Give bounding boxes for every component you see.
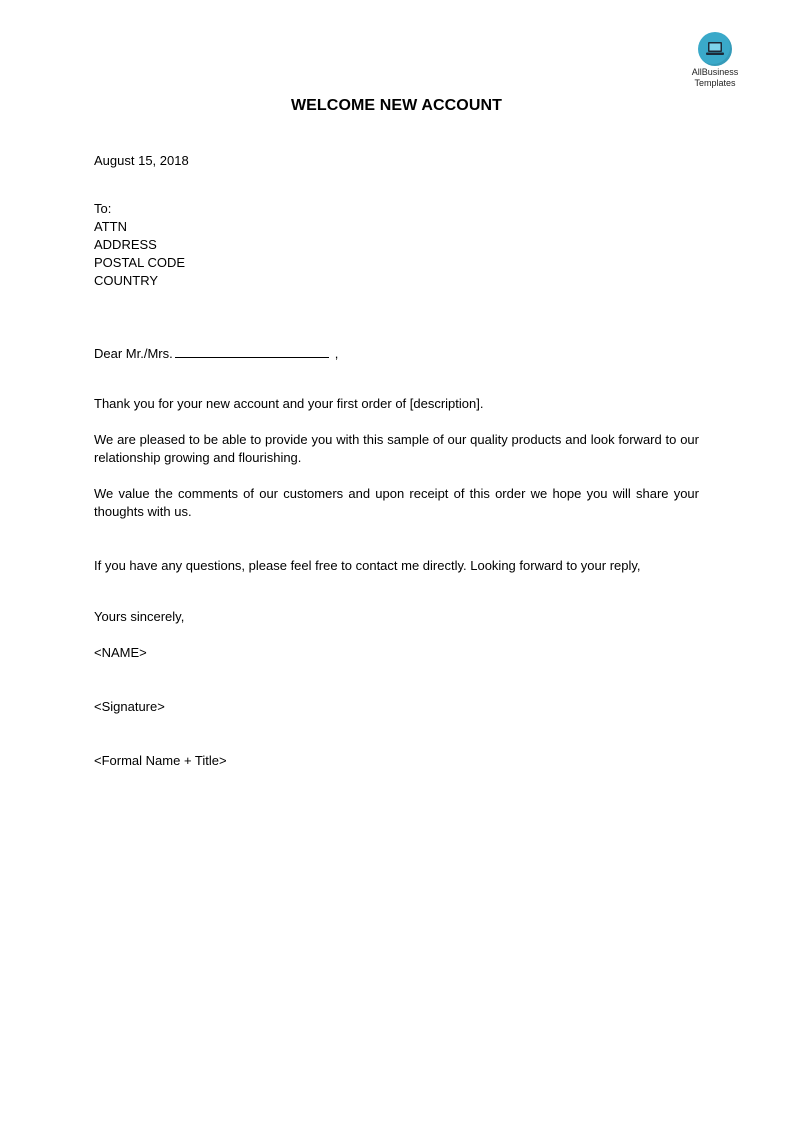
recipient-name-blank <box>175 344 329 358</box>
letter-date: August 15, 2018 <box>94 153 189 168</box>
company-logo <box>683 32 747 88</box>
closing-formal-name: <Formal Name + Title> <box>94 753 227 768</box>
salutation <box>94 344 338 363</box>
address-country: COUNTRY <box>94 273 159 288</box>
body-paragraph-4: If you have any questions, please feel free to contact me directly. Looking forward to your reply, <box>94 558 641 573</box>
body-paragraph-1: Thank you for your new account and your first order of [description]. <box>94 396 484 411</box>
body-paragraph-3: We value the comments of our customers and upon receipt of this order we hope you will share your thoughts with us. <box>94 486 699 519</box>
closing-signature: <Signature> <box>94 699 165 714</box>
logo-text-line1: AllBusiness <box>691 67 739 77</box>
salutation-suffix: , <box>334 346 339 361</box>
laptop-icon <box>698 32 732 66</box>
address-to: To: <box>94 201 112 216</box>
address-line: ADDRESS <box>94 237 157 252</box>
closing-name: <NAME> <box>94 645 147 660</box>
closing-sincerely: Yours sincerely, <box>94 609 185 624</box>
logo-text-line2: Templates <box>694 78 736 88</box>
document-title: WELCOME NEW ACCOUNT <box>290 97 503 114</box>
body-paragraph-2: We are pleased to be able to provide you with this sample of our quality products and look forward to our relationship growing and flourishing. <box>94 432 699 465</box>
salutation-prefix: Dear Mr./Mrs. <box>94 346 173 361</box>
address-attn: ATTN <box>94 219 127 234</box>
address-postal-code: POSTAL CODE <box>94 255 186 270</box>
